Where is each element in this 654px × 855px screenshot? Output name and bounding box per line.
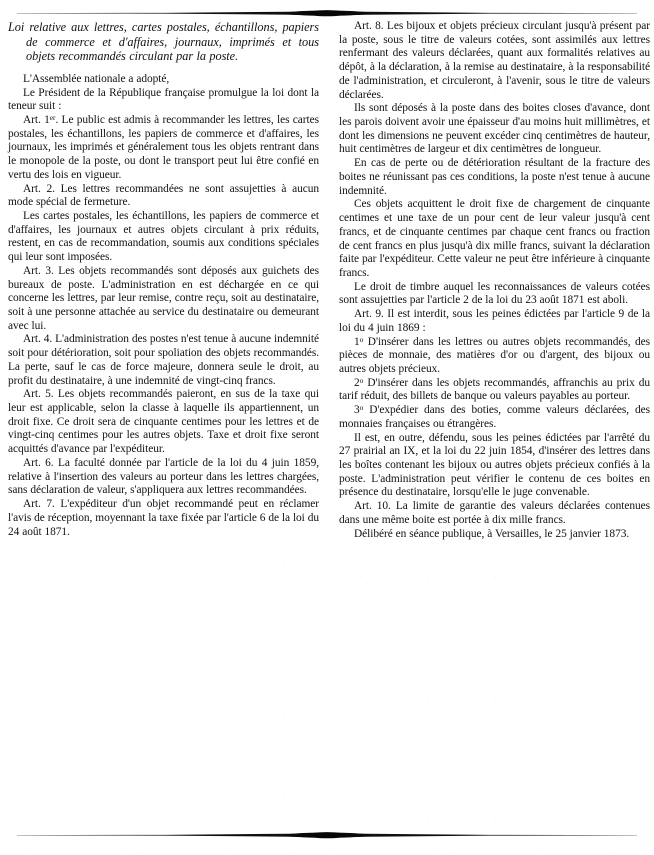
article-8: Art. 8. Les bijoux et objets précieux circulant jusqu'à présent par la poste, sous le titre de valeurs cotées, sont assimilés aux lettres renfermant des valeurs déclarées, quant aux formalités relatives au dépôt, à la déclaration, à la remise au destinataire, à la responsabilité de l'administration, et circuleront, à l'avenir, sous le titre de valeurs déclarées. xyxy=(339,20,650,101)
article-9-prohibition: Il est, en outre, défendu, sous les peines édictées par l'arrêté du 27 prairial an IX, et la loi du 22 juin 1854, d'insérer des lettres dans les boîtes contenant les bijoux ou autres objets précieux confiés à la poste. L'administration peut vérifier le contenu de ces boites en présence du destinataire, lorsqu'elle le juge convenable. xyxy=(339,431,650,499)
text-columns xyxy=(0,20,654,820)
article-9-item-1: 1$^o$ D'insérer dans les lettres ou autres objets recommandés, des pièces de monnaie, des matières d'or ou d'argent, des bijoux ou autres objets précieux. xyxy=(339,334,650,375)
deliberation-statement: Délibéré en séance publique, à Versailles, le 25 janvier 1873. xyxy=(354,527,630,540)
article-4: Art. 4. L'administration des postes n'est tenue à aucune indemnité soit pour détérioration, soit pour spoliation des objets recommandés. La perte, sauf le cas de force majeure, donnera seule le droit, au profit du destinataire, à une indemnité de vingt-cinq francs. xyxy=(8,333,319,387)
paragraph-assemblee: L'Assemblée nationale a adopté, xyxy=(23,72,170,85)
article-2: Art. 2. Les lettres recommandées ne sont assujetties à aucun mode spécial de fermeture. xyxy=(8,182,319,209)
article-10: Art. 10. La limite de garantie des valeurs déclarées contenues dans une même boite est portée à dix mille francs. xyxy=(339,500,650,526)
article-9-item-3: 3$^o$ D'expédier dans des boties, comme valeurs déclarées, des monnaies françaises ou étrangères. xyxy=(339,402,650,430)
article-8-boxes: Ils sont déposés à la poste dans des boites closes d'avance, dont les parois doivent avoir une épaisseur d'au moins huit millimètres, et dont les dimensions ne peuvent excéder cinq centimètres de hauteur, huit centimètres de largeur et dix centimètres de longueur. xyxy=(339,102,650,156)
article-8-fees: Ces objets acquittent le droit fixe de chargement de cinquante centimes et une taxe de un pour cent de leur valeur jusqu'à cent francs, et de cinquante centimes par chaque cent francs ou fraction de cent francs en plus jusqu'à dix mille francs, suivant la déclaration faite par l'expéditeur. Cette valeur ne peut être inférieure à cinquante francs. xyxy=(339,198,650,279)
article-2-continued: Les cartes postales, les échantillons, les papiers de commerce et d'affaires, les journaux et autres objets circulant à prix réduits, restent, en cas de recommandation, soumis aux conditions spéciales qui leur sont imposées. xyxy=(8,209,319,264)
article-7: Art. 7. L'expéditeur d'un objet recommandé peut en réclamer l'avis de réception, moyennant la taxe fixée par l'article 6 de la loi du 24 août 1871. xyxy=(8,498,319,538)
article-9: Art. 9. Il est interdit, sous les peines édictées par l'article 9 de la loi du 4 juin 1869 : xyxy=(339,308,650,334)
column-right xyxy=(339,20,650,541)
column-left xyxy=(8,20,319,539)
article-8-loss: En cas de perte ou de détérioration résultant de la fracture des boites ne réunissant pas ces conditions, la poste n'est tenue à aucune indemnité. xyxy=(339,157,650,197)
document-title: Loi relative aux lettres, cartes postales, échantillons, papiers de commerce et d'affaires, journaux, imprimés et tous objets recommandés circulant par la poste. xyxy=(8,20,319,64)
ornamental-rule-bottom xyxy=(0,828,654,842)
article-6: Art. 6. La faculté donnée par l'article de la loi du 4 juin 1859, relative à l'insertion des valeurs au porteur dans les lettres chargées, sans déclaration de valeur, s'appliquera aux lettres recommandées. xyxy=(8,456,319,497)
article-1: Art. 1er. Le public est admis à recommander les lettres, les cartes postales, les échantillons, les papiers de commerce et d'affaires, les journaux, les imprimés et généralement tous les objets rentrant dans le monopole de la poste, ou dont le transport peut lui être confié en vertu des lois en vigueur. xyxy=(8,112,319,181)
article-8-stamp-duty: Le droit de timbre auquel les reconnaissances de valeurs cotées sont assujetties par l'article 2 de la loi du 23 août 1871 est aboli. xyxy=(339,280,650,307)
paragraph-president: Le Président de la République française promulgue la loi dont la teneur suit : xyxy=(8,86,319,113)
article-5: Art. 5. Les objets recommandés paieront, en sus de la taxe qui leur est applicable, selon la classe à laquelle ils appartiennent, un droit fixe. Ce droit sera de cinquante centimes pour les lettres et de vingt-cinq centimes pour les autres objets. Taxe et droit fixe seront acquittés d'avance par l'expéditeur. xyxy=(8,388,319,456)
ornamental-rule-top xyxy=(0,6,654,20)
article-3: Art. 3. Les objets recommandés sont déposés aux guichets des bureaux de poste. L'administration en est déchargée en ce qui concerne les lettres, par leur remise, contre reçu, soit au destinataire, soit à une personne attachée au service du destinataire ou demeurant avec lui. xyxy=(8,264,319,332)
article-9-item-2: 2$^o$ D'insérer dans les objets recommandés, affranchis au prix du tarif réduit, des billets de banque ou valeurs payables au porteur. xyxy=(339,375,650,403)
